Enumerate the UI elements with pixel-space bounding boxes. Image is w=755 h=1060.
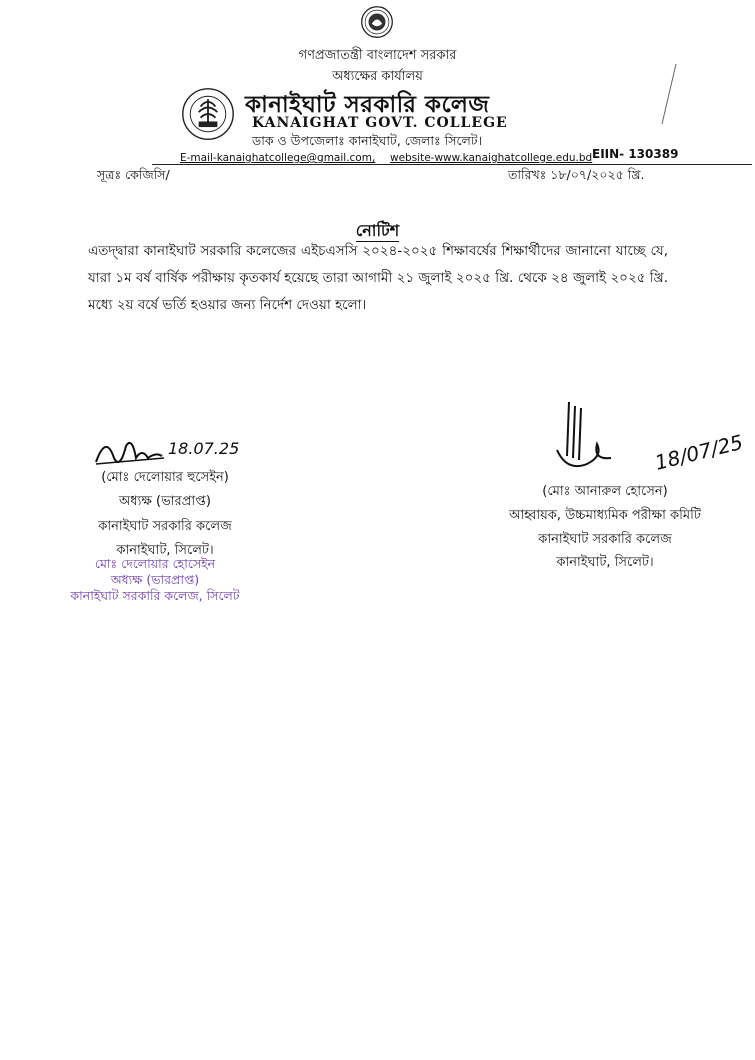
principal-designation: অধ্যক্ষ (ভারপ্রাপ্ত)	[119, 494, 211, 509]
convener-signature-date: 18/07/25	[652, 429, 746, 475]
principal-location: কানাইঘাট, সিলেট।	[116, 543, 214, 558]
office-line: অধ্যক্ষের কার্যালয়	[332, 69, 423, 84]
notice-date: তারিখঃ ১৮/০৭/২০২৫ খ্রি.	[508, 167, 645, 182]
website-link[interactable]: website-www.kanaighatcollege.edu.bd	[390, 152, 593, 164]
college-logo-icon	[180, 86, 236, 142]
principal-institution: কানাইঘাট সরকারি কলেজ	[98, 519, 232, 534]
convener-institution: কানাইঘাট সরকারি কলেজ	[538, 532, 672, 547]
college-address: ডাক ও উপজেলাঃ কানাইঘাট, জেলাঃ সিলেট।	[252, 133, 483, 148]
email-link[interactable]: E-mail-kanaighatcollege@gmail.com,	[180, 152, 376, 164]
reference-number: সূত্রঃ কেজিসি/	[97, 167, 170, 182]
stamp-line-1: মোঃ দেলোয়ার হোসেইন	[94, 556, 216, 571]
eiin-number: EIIN- 130389	[592, 147, 679, 161]
stamp-line-2: অধ্যক্ষ (ভারপ্রাপ্ত)	[110, 572, 200, 587]
government-seal-icon	[360, 5, 394, 39]
principal-name: (মোঃ দেলোয়ার হুসেইন)	[101, 470, 229, 485]
government-line: গণপ্রজাতন্ত্রী বাংলাদেশ সরকার	[298, 48, 457, 63]
convener-signature	[553, 398, 753, 478]
convener-designation: আহ্বায়ক, উচ্চমাধ্যমিক পরীক্ষা কমিটি	[509, 508, 701, 523]
notice-title: নোটিশ	[355, 221, 400, 240]
college-name-en: KANAIGHAT GOVT. COLLEGE	[252, 115, 508, 131]
convener-name: (মোঃ আনারুল হোসেন)	[542, 484, 668, 499]
convener-location: কানাইঘাট, সিলেট।	[556, 555, 654, 570]
college-name-bn: কানাইঘাট সরকারি কলেজ	[245, 92, 490, 118]
header-divider	[152, 164, 752, 165]
notice-body: এতদ্দ্বারা কানাইঘাট সরকারি কলেজের এইচএসসি ২০২৪-২০২৫ শিক্ষাবর্ষের শিক্ষার্থীদের জানানো যাচ্ছে যে, যারা ১ম বর্ষ বার্ষিক পরীক্ষায় কৃতকার্য হয়েছে তারা আগামী ২১ জুলাই ২০২৫ খ্রি. থেকে ২৪ জুলাই ২০২৫ খ্রি. মধ্যে ২য় বর্ষে ভর্তি হওয়ার জন্য নির্দেশ দেওয়া হলো।	[88, 243, 668, 313]
principal-signature-date: 18.07.25	[168, 439, 240, 458]
pen-stroke-mark	[640, 60, 690, 130]
stamp-line-3: কানাইঘাট সরকারি কলেজ, সিলেট	[70, 588, 240, 603]
